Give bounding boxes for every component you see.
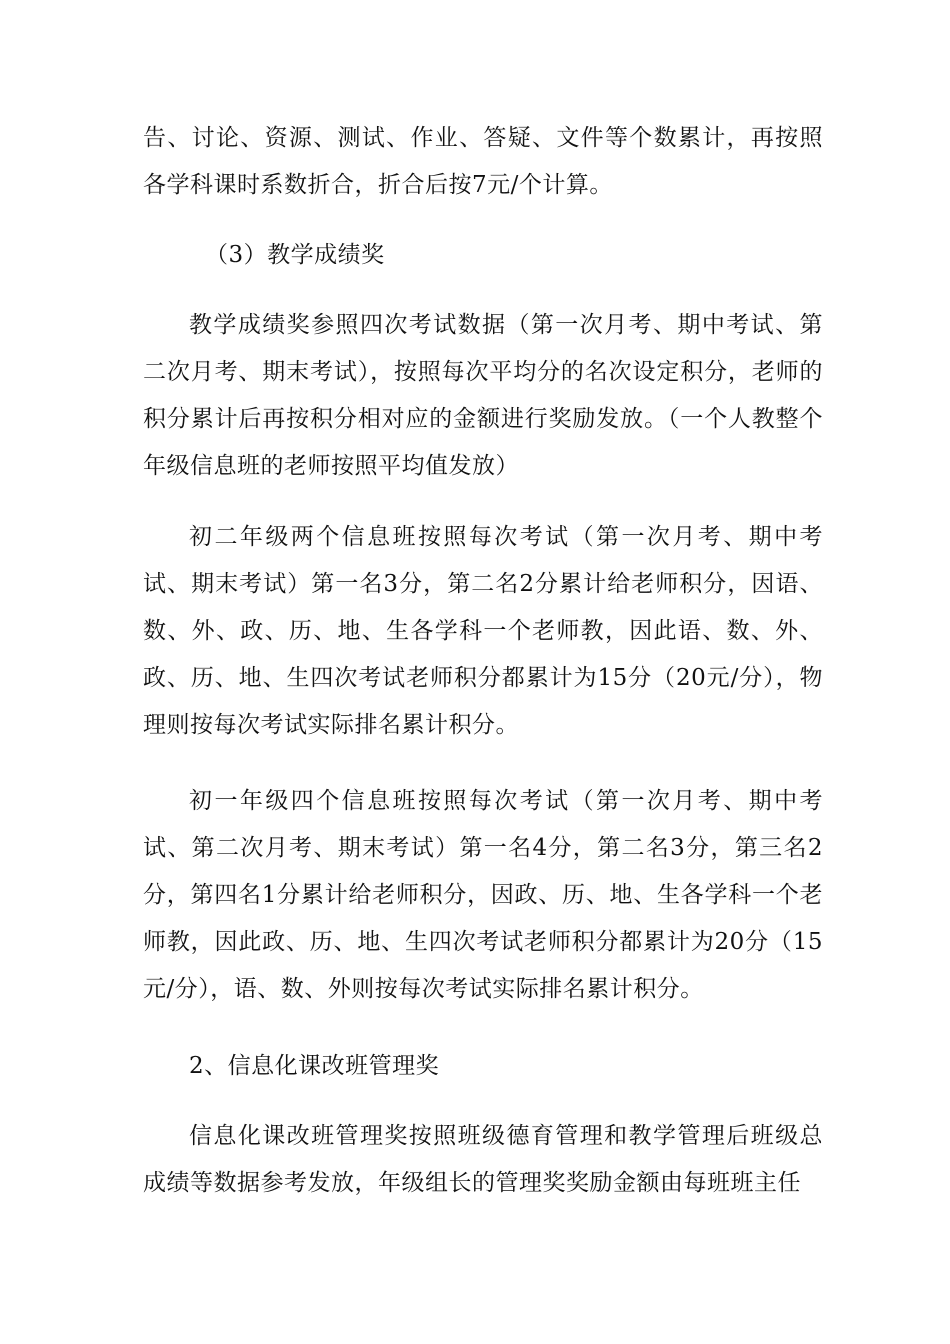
- section-heading-class-management-award: 2、信息化课改班管理奖: [189, 1053, 440, 1079]
- paragraph-grade-one: 初一年级四个信息班按照每次考试（第一次月考、期中考试、第二次月考、期末考试）第一名4分，第二名3分，第三名2分，第四名1分累计给老师积分，因政、历、地、生各学科一个老师教，因此政、历、地、生四次考试老师积分都累计为20分（15元/分），语、数、外则按每次考试实际排名累计积分。: [143, 788, 823, 1002]
- paragraph-class-management-award: 信息化课改班管理奖按照班级德育管理和教学管理后班级总成绩等数据参考发放，年级组长的管理奖奖励金额由每班班主任: [143, 1123, 823, 1196]
- paragraph-grade-two: 初二年级两个信息班按照每次考试（第一次月考、期中考试、期末考试）第一名3分，第二名2分累计给老师积分，因语、数、外、政、历、地、生各学科一个老师教，因此语、数、外、政、历、地、生四次考试老师积分都累计为15分（20元/分），物理则按每次考试实际排名累计积分。: [143, 524, 823, 738]
- section-heading-teaching-score-award: （3）教学成绩奖: [205, 242, 385, 268]
- paragraph-continuation: 告、讨论、资源、测试、作业、答疑、文件等个数累计，再按照各学科课时系数折合，折合后按7元/个计算。: [143, 125, 823, 198]
- paragraph-teaching-score-award: 教学成绩奖参照四次考试数据（第一次月考、期中考试、第二次月考、期末考试），按照每次平均分的名次设定积分，老师的积分累计后再按积分相对应的金额进行奖励发放。（一个人教整个年级信息班的老师按照平均值发放）: [143, 312, 823, 479]
